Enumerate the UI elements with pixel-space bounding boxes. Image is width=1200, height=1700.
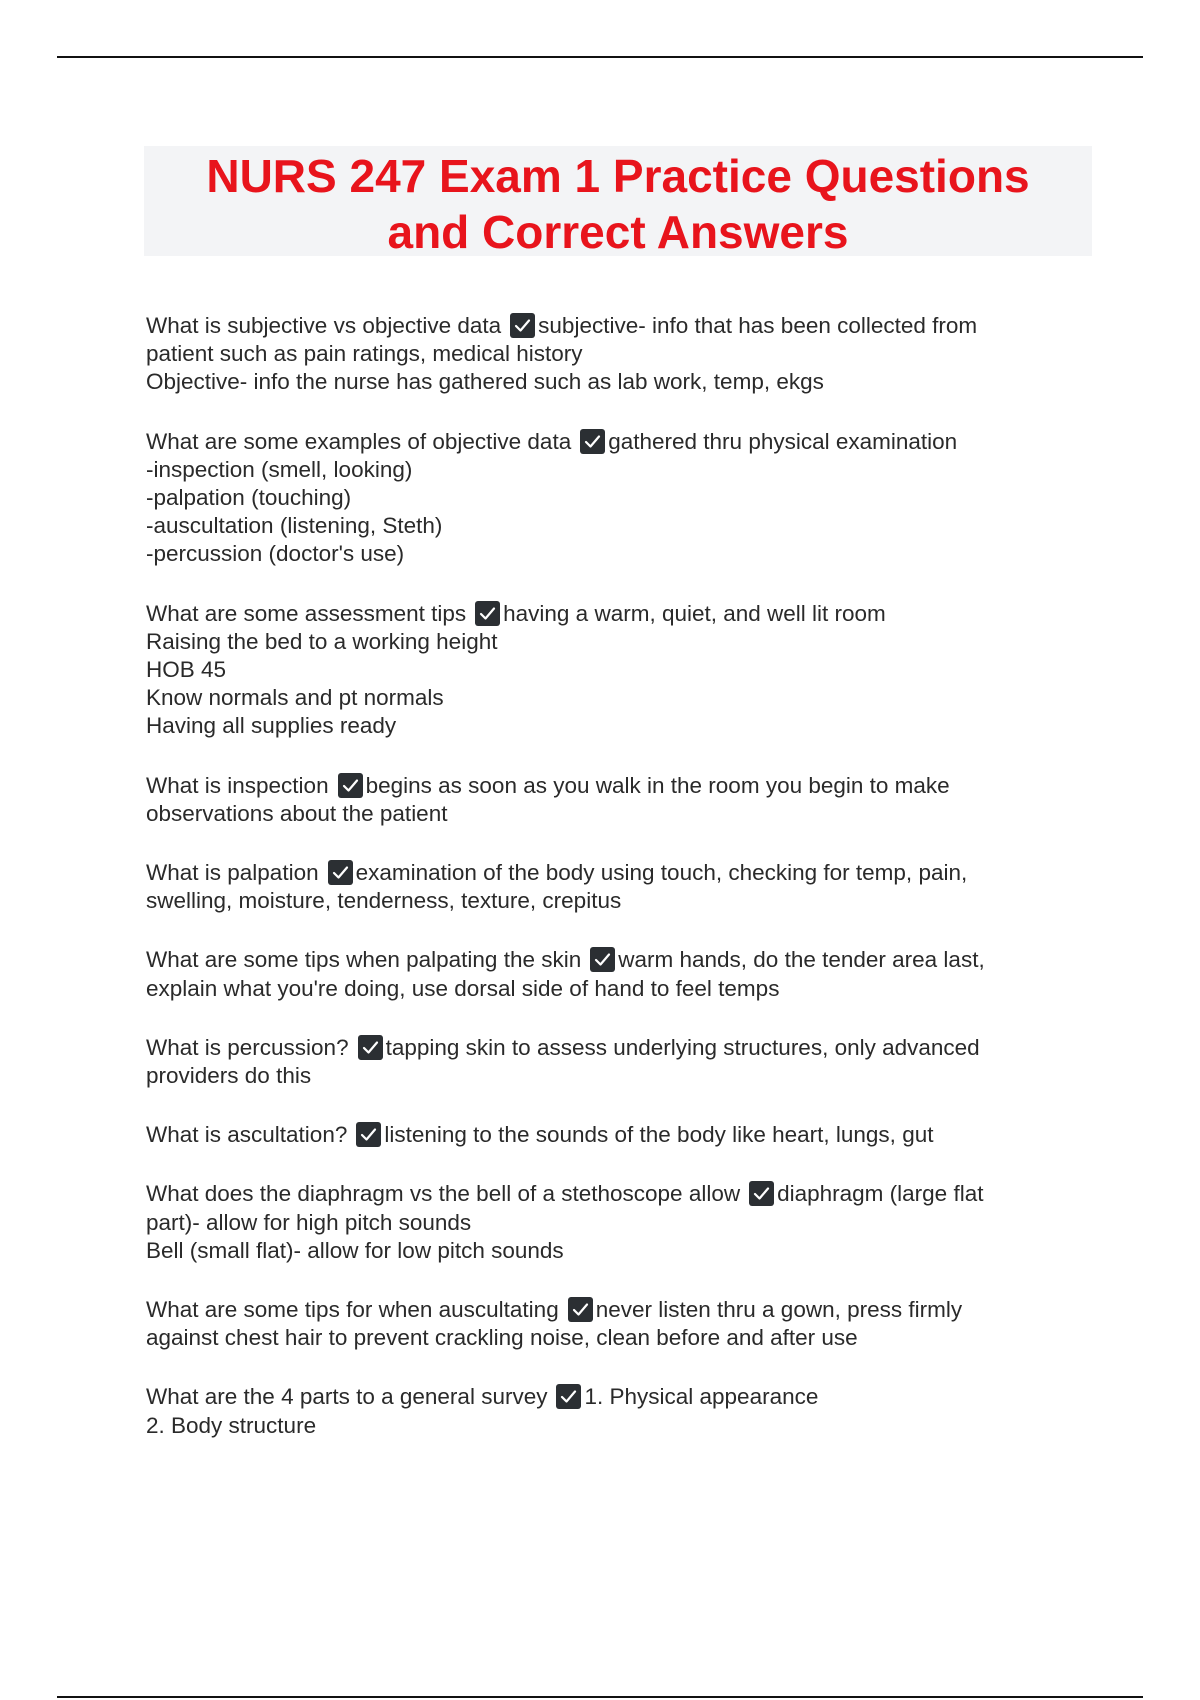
answer-line: -inspection (smell, looking) — [146, 456, 413, 482]
checkbox-checked-icon — [749, 1181, 774, 1206]
answer-text: warm hands, do the tender area last, — [618, 947, 985, 973]
page-title — [144, 146, 1092, 260]
qa-first-line — [146, 312, 1076, 340]
question-text: What are some tips for when auscultating — [146, 1297, 559, 1323]
answer-line: Bell (small flat)- allow for low pitch sounds — [146, 1237, 564, 1263]
answer-line: observations about the patient — [146, 800, 448, 826]
question-text: What does the diaphragm vs the bell of a stethoscope allow — [146, 1181, 741, 1207]
answer-text: gathered thru physical examination — [608, 428, 958, 454]
qa-first-line — [146, 772, 1076, 800]
checkbox-checked-icon — [475, 601, 500, 626]
answer-line: Objective- info the nurse has gathered such as lab work, temp, ekgs — [146, 369, 824, 395]
question-text: What is percussion? — [146, 1034, 349, 1060]
qa-item — [146, 1121, 1076, 1149]
answer-text: tapping skin to assess underlying structures, only advanced — [385, 1034, 980, 1060]
answer-text: never listen thru a gown, press firmly — [595, 1297, 963, 1323]
question-text: What are the 4 parts to a general survey — [146, 1384, 548, 1410]
qa-first-line — [146, 1383, 1076, 1411]
qa-item — [146, 1034, 1076, 1090]
answer-line: -palpation (touching) — [146, 485, 352, 511]
qa-list — [146, 312, 1076, 1471]
qa-first-line — [146, 600, 1076, 628]
answer-line: -percussion (doctor's use) — [146, 541, 405, 567]
qa-first-line — [146, 1296, 1076, 1324]
question-text: What is inspection — [146, 772, 329, 798]
qa-first-line — [146, 428, 1076, 456]
title-line: and Correct Answers — [387, 206, 849, 258]
checkbox-checked-icon — [580, 429, 605, 454]
answer-text: having a warm, quiet, and well lit room — [503, 600, 886, 626]
answer-line: explain what you're doing, use dorsal side of hand to feel temps — [146, 975, 780, 1001]
bottom-rule — [57, 1696, 1143, 1698]
answer-text: subjective- info that has been collected from — [538, 313, 978, 338]
top-rule — [57, 56, 1143, 58]
checkbox-checked-icon — [590, 947, 615, 972]
answer-text: listening to the sounds of the body like heart, lungs, gut — [384, 1122, 934, 1148]
checkbox-checked-icon — [328, 860, 353, 885]
question-text: What are some tips when palpating the skin — [146, 947, 582, 973]
qa-item — [146, 428, 1076, 569]
checkbox-checked-icon — [356, 1122, 381, 1147]
answer-line: HOB 45 — [146, 657, 227, 683]
answer-line: Having all supplies ready — [146, 713, 397, 739]
qa-item — [146, 946, 1076, 1002]
title-banner — [144, 146, 1092, 256]
answer-text: examination of the body using touch, checking for temp, pain, — [355, 860, 968, 886]
checkbox-checked-icon — [358, 1035, 383, 1060]
answer-line: Raising the bed to a working height — [146, 628, 498, 654]
checkbox-checked-icon — [568, 1297, 593, 1322]
checkbox-checked-icon — [556, 1384, 581, 1409]
checkbox-checked-icon — [338, 773, 363, 798]
qa-first-line — [146, 1034, 1076, 1062]
qa-item — [146, 600, 1076, 741]
qa-item — [146, 859, 1076, 915]
question-text: What are some examples of objective data — [146, 428, 572, 454]
qa-first-line — [146, 1180, 1076, 1208]
answer-line: against chest hair to prevent crackling noise, clean before and after use — [146, 1325, 858, 1351]
checkbox-checked-icon — [510, 313, 535, 338]
answer-line: patient such as pain ratings, medical history — [146, 341, 583, 367]
title-line: NURS 247 Exam 1 Practice Questions — [206, 150, 1030, 202]
answer-line: swelling, moisture, tenderness, texture, crepitus — [146, 888, 622, 914]
answer-text: 1. Physical appearance — [584, 1384, 819, 1410]
answer-line: Know normals and pt normals — [146, 685, 444, 711]
qa-item — [146, 1383, 1076, 1439]
qa-item — [146, 772, 1076, 828]
qa-first-line — [146, 946, 1076, 974]
question-text: What are some assessment tips — [146, 600, 467, 626]
qa-first-line — [146, 1121, 1076, 1149]
answer-line: -auscultation (listening, Steth) — [146, 513, 443, 539]
answer-line: part)- allow for high pitch sounds — [146, 1209, 472, 1235]
qa-item — [146, 312, 1076, 397]
answer-text: diaphragm (large flat — [777, 1181, 984, 1207]
qa-item — [146, 1296, 1076, 1352]
qa-first-line — [146, 859, 1076, 887]
question-text: What is ascultation? — [146, 1122, 348, 1148]
answer-line: providers do this — [146, 1063, 312, 1089]
question-text: What is subjective vs objective data — [146, 313, 502, 338]
answer-text: begins as soon as you walk in the room you begin to make — [365, 772, 950, 798]
answer-line: 2. Body structure — [146, 1412, 317, 1438]
question-text: What is palpation — [146, 860, 319, 886]
qa-item — [146, 1180, 1076, 1265]
